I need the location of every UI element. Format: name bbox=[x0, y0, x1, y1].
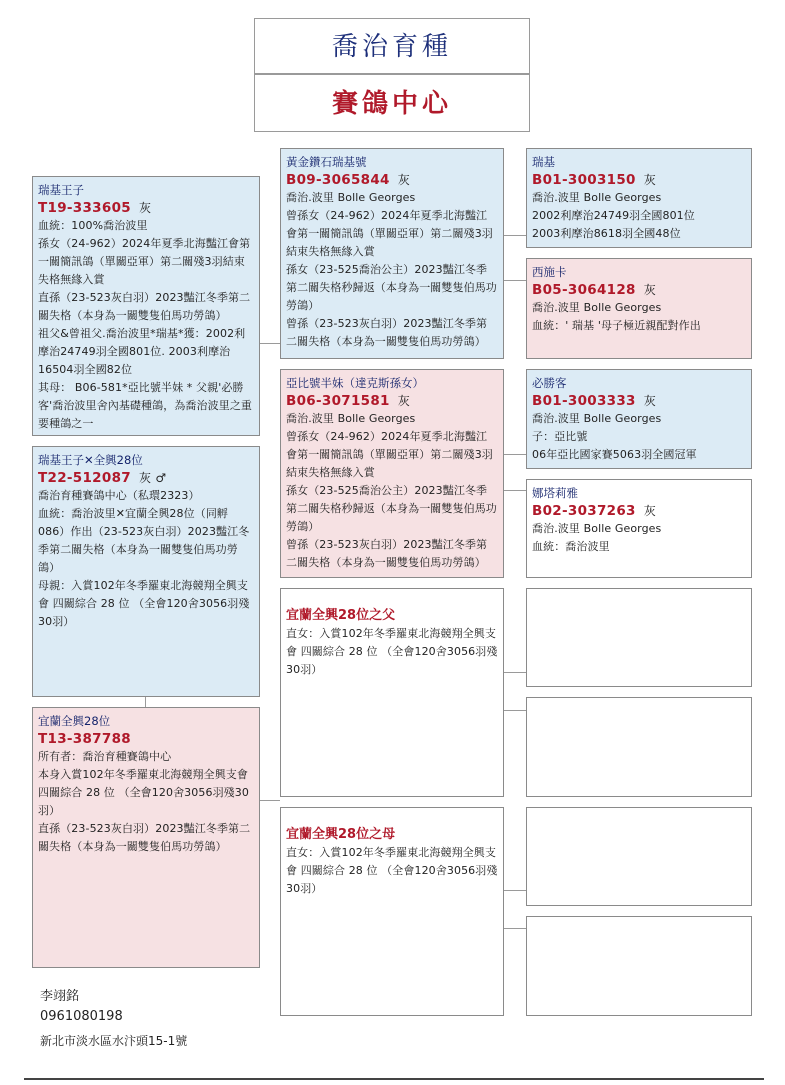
bird-name: 宜蘭全興28位 bbox=[38, 714, 111, 728]
connector-line bbox=[504, 890, 526, 891]
pedigree-dam-sire-card bbox=[526, 369, 752, 469]
bird-name: 瑞基王子✕全興28位 bbox=[38, 453, 143, 467]
bird-name: 瑞基 bbox=[532, 155, 555, 169]
pedigree-empty-card bbox=[526, 916, 752, 1016]
pedigree-mate-dam-card bbox=[280, 807, 504, 1016]
bird-name: 宜蘭全興28位之父 bbox=[286, 608, 396, 623]
bird-color: 灰 bbox=[643, 504, 657, 518]
pedigree-mate-card bbox=[32, 707, 260, 968]
bird-description: 直女：入賞102年冬季羅東北海競翔全興支會 四關綜合 28 位 （全會120舍3056羽殘30羽） bbox=[286, 846, 498, 895]
contact-phone: 0961080198 bbox=[40, 1009, 123, 1024]
bird-description: 直女：入賞102年冬季羅東北海競翔全興支會 四關綜合 28 位 （全會120舍3056羽殘30羽） bbox=[286, 627, 498, 676]
bird-color: 灰 bbox=[397, 173, 411, 187]
bird-description: 喬治.波里 Bolle Georges 曾孫女（24-962）2024年夏季北海豔江會第一關簡訊鴿（單關亞軍）第二關殘3羽結束失格無緣入賞 孫女（23-525喬治公主）2023豔江冬季第二關失格秒歸返（本身為一關雙隻伯馬功勞鴿） 曾孫（23-523灰白羽）2023豔江冬季第二關失格（本身為一關雙隻伯馬功勞鴿） bbox=[286, 191, 497, 348]
pedigree-mate-sire-card bbox=[280, 588, 504, 797]
pedigree-subject-card bbox=[32, 176, 260, 436]
bird-description: 所有者：喬治育種賽鴿中心 本身入賞102年冬季羅東北海競翔全興支會 四關綜合 28 位 （全會120舍3056羽殘30羽） 直孫（23-523灰白羽）2023豔江冬季第二關失格（本身為一關雙隻伯馬功勞鴿） bbox=[38, 750, 251, 853]
bird-description: 喬治.波里 Bolle Georges 2002利摩治24749羽全國801位 2003利摩治8618羽全國48位 bbox=[532, 191, 695, 240]
connector-line bbox=[260, 343, 280, 344]
bird-color: 灰 ♂ bbox=[138, 471, 167, 485]
bottom-divider bbox=[24, 1078, 764, 1080]
pedigree-sire-sire-card bbox=[526, 148, 752, 248]
bird-description: 喬治育種賽鴿中心（私環2323） 血統：喬治波里✕宜蘭全興28位（同孵086）作出（23-523灰白羽）2023豔江冬季第二關失格（本身為一關雙隻伯馬功勞鴿） 母親：入賞102年冬季羅東北海競翔全興支會 四關綜合 28 位 （全會120舍3056羽殘30羽） bbox=[38, 489, 250, 628]
bird-name: 必勝客 bbox=[532, 376, 567, 390]
ring-number: B01-3003333 灰 bbox=[532, 393, 657, 409]
page-title: 喬治育種 bbox=[254, 18, 530, 74]
pedigree-cross-card bbox=[32, 446, 260, 697]
connector-line bbox=[145, 697, 146, 707]
pedigree-empty-card bbox=[526, 588, 752, 687]
bird-description: 喬治.波里 Bolle Georges 子：亞比號 06年亞比國家賽5063羽全國冠軍 bbox=[532, 412, 697, 461]
bird-color: 灰 bbox=[643, 283, 657, 297]
pedigree-sire-card bbox=[280, 148, 504, 359]
bird-description: 血統：100%喬治波里 孫女（24-962）2024年夏季北海豔江會第一關簡訊鴿（單關亞軍）第二關殘3羽結束失格無緣入賞 直孫（23-523灰白羽）2023豔江冬季第二關失格（本身為一關雙隻伯馬功勞鴿） 祖父&曾祖父.喬治波里*瑞基*獲：2002利摩治24749羽全國801位. 2003利摩治16504羽全國82位 其母： B06-581*亞比號半妹 * 父親'必勝客'喬治波里舍內基礎種鴿，為喬治波里之重要種鴿之一 bbox=[38, 219, 253, 430]
ring-number: T22-512087 灰 ♂ bbox=[38, 470, 167, 486]
contact-address: 新北市淡水區水汴頭15-1號 bbox=[40, 1034, 188, 1048]
bird-name: 黃金鑽石瑞基號 bbox=[286, 155, 367, 169]
connector-line bbox=[504, 490, 526, 491]
pedigree-sire-dam-card bbox=[526, 258, 752, 359]
connector-line bbox=[504, 280, 526, 281]
contact-person: 李翊銘 bbox=[40, 989, 80, 1004]
pedigree-dam-card bbox=[280, 369, 504, 578]
pedigree-empty-card bbox=[526, 697, 752, 797]
ring-number: B02-3037263 灰 bbox=[532, 503, 657, 519]
bird-name: 娜塔莉雅 bbox=[532, 486, 578, 500]
page-subtitle: 賽鴿中心 bbox=[254, 74, 530, 132]
connector-line bbox=[504, 672, 526, 673]
bird-color: 灰 bbox=[138, 201, 152, 215]
connector-line bbox=[504, 710, 526, 711]
bird-name: 宜蘭全興28位之母 bbox=[286, 827, 396, 842]
connector-line bbox=[260, 800, 280, 801]
bird-description: 喬治.波里 Bolle Georges 血統：喬治波里 bbox=[532, 522, 662, 553]
pedigree-empty-card bbox=[526, 807, 752, 906]
pedigree-dam-dam-card bbox=[526, 479, 752, 578]
ring-number: T19-333605 灰 bbox=[38, 200, 152, 216]
connector-line bbox=[504, 454, 526, 455]
bird-name: 亞比號半妹（達克斯孫女） bbox=[286, 376, 424, 390]
ring-number: B01-3003150 灰 bbox=[532, 172, 657, 188]
bird-color: 灰 bbox=[397, 394, 411, 408]
ring-number: B06-3071581 灰 bbox=[286, 393, 411, 409]
bird-name: 瑞基王子 bbox=[38, 183, 84, 197]
ring-number: B05-3064128 灰 bbox=[532, 282, 657, 298]
bird-description: 喬治.波里 Bolle Georges 血統：' 瑞基 '母子極近親配對作出 bbox=[532, 301, 701, 332]
connector-line bbox=[504, 235, 526, 236]
ring-number: T13-387788 bbox=[38, 731, 131, 747]
bird-name: 西施卡 bbox=[532, 265, 567, 279]
connector-line bbox=[504, 928, 526, 929]
bird-color: 灰 bbox=[643, 394, 657, 408]
ring-number: B09-3065844 灰 bbox=[286, 172, 411, 188]
bird-color: 灰 bbox=[643, 173, 657, 187]
bird-description: 喬治.波里 Bolle Georges 曾孫女（24-962）2024年夏季北海豔江會第一關簡訊鴿（單關亞軍）第二關殘3羽結束失格無緣入賞 孫女（23-525喬治公主）2023豔江冬季第二關失格秒歸返（本身為一關雙隻伯馬功勞鴿） 曾孫（23-523灰白羽）2023豔江冬季第二關失格（本身為一關雙隻伯馬功勞鴿） bbox=[286, 412, 497, 569]
